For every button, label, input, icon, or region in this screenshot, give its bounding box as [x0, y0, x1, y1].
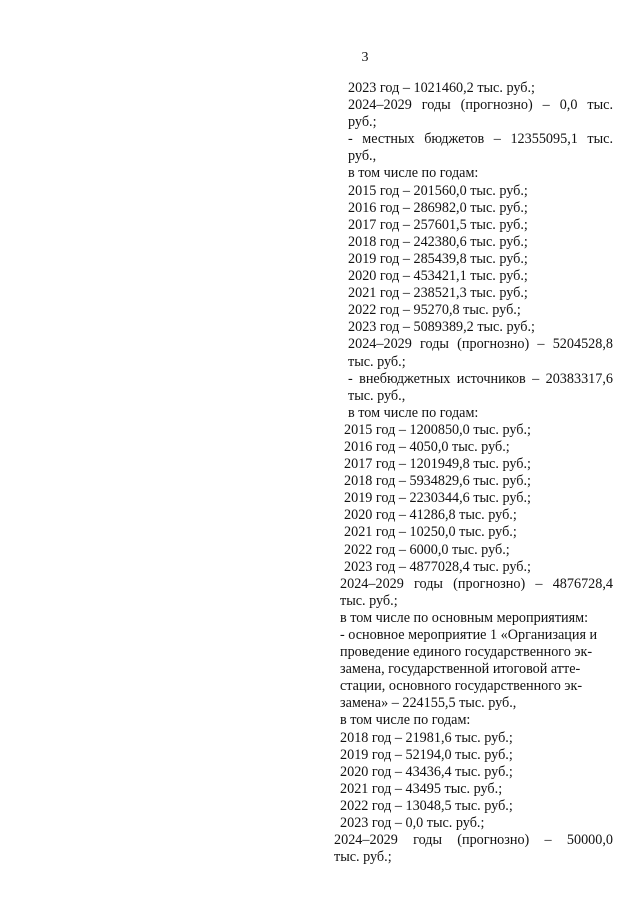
text-line: 2023 год – 4877028,4 тыс. руб.; [344, 558, 531, 575]
text-line: в том числе по годам: [348, 165, 479, 182]
text-line: 2020 год – 41286,8 тыс. руб.; [344, 507, 517, 524]
text-line: - основное мероприятие 1 «Организация и [340, 627, 598, 643]
text-line: 2017 год – 257601,5 тыс. руб.; [348, 216, 528, 233]
text-line: тыс. руб., [348, 387, 406, 404]
text-line: 2016 год – 286982,0 тыс. руб.; [348, 199, 528, 216]
text-line: 2022 год – 13048,5 тыс. руб.; [340, 797, 513, 814]
text-line: 2018 год – 21981,6 тыс. руб.; [340, 729, 513, 746]
text-line: стации, основного государственного эк- [340, 678, 583, 695]
text-line: 2018 год – 242380,6 тыс. руб.; [348, 233, 528, 250]
text-line: 2024–2029 годы (прогнозно) – 4876728,4 [340, 575, 613, 592]
text-line: 2020 год – 43436,4 тыс. руб.; [340, 763, 513, 780]
text-line: 2024–2029 годы (прогнозно) – 0,0 тыс. [348, 97, 613, 114]
page-number: 3 [361, 50, 369, 65]
text-line: замена» – 224155,5 тыс. руб., [340, 695, 517, 712]
text-line: 2023 год – 1021460,2 тыс. руб.; [348, 80, 535, 96]
text-line: 2020 год – 453421,1 тыс. руб.; [348, 268, 528, 285]
text-line: замена, государственной итоговой атте- [340, 661, 581, 678]
text-line: 2019 год – 2230344,6 тыс. руб.; [344, 490, 531, 507]
text-line: 2019 год – 285439,8 тыс. руб.; [348, 250, 528, 267]
text-line: 2015 год – 1200850,0 тыс. руб.; [344, 421, 531, 438]
document-text [336, 80, 613, 866]
text-line: - местных бюджетов – 12355095,1 тыс. [348, 131, 613, 148]
text-line: 2019 год – 52194,0 тыс. руб.; [340, 746, 513, 763]
text-line: тыс. руб.; [348, 353, 406, 370]
text-line: 2017 год – 1201949,8 тыс. руб.; [344, 456, 531, 473]
text-line: в том числе по основным мероприятиям: [340, 609, 589, 626]
text-line: 2021 год – 43495 тыс. руб.; [340, 780, 503, 797]
text-line: 2021 год – 10250,0 тыс. руб.; [344, 524, 517, 541]
text-line: 2021 год – 238521,3 тыс. руб.; [348, 285, 528, 302]
text-line: 2018 год – 5934829,6 тыс. руб.; [344, 473, 531, 490]
text-line: тыс. руб.; [334, 849, 392, 866]
text-line: в том числе по годам: [348, 404, 479, 421]
text-line: 2022 год – 6000,0 тыс. руб.; [344, 541, 510, 558]
text-line: - внебюджетных источников – 20383317,6 [348, 370, 613, 387]
text-line: 2015 год – 201560,0 тыс. руб.; [348, 182, 528, 199]
text-line: 2022 год – 95270,8 тыс. руб.; [348, 302, 521, 319]
text-line: в том числе по годам: [340, 712, 471, 729]
text-line: 2016 год – 4050,0 тыс. руб.; [344, 438, 510, 455]
text-line: проведение единого государственного эк- [340, 644, 593, 661]
text-line: 2024–2029 годы (прогнозно) – 5204528,8 [348, 336, 613, 353]
text-line: руб.; [348, 114, 377, 131]
text-line: 2023 год – 0,0 тыс. руб.; [340, 815, 485, 832]
text-line: 2024–2029 годы (прогнозно) – 50000,0 [334, 832, 613, 849]
text-line: 2023 год – 5089389,2 тыс. руб.; [348, 319, 535, 336]
text-line: руб., [348, 148, 377, 165]
text-line: тыс. руб.; [340, 592, 398, 609]
